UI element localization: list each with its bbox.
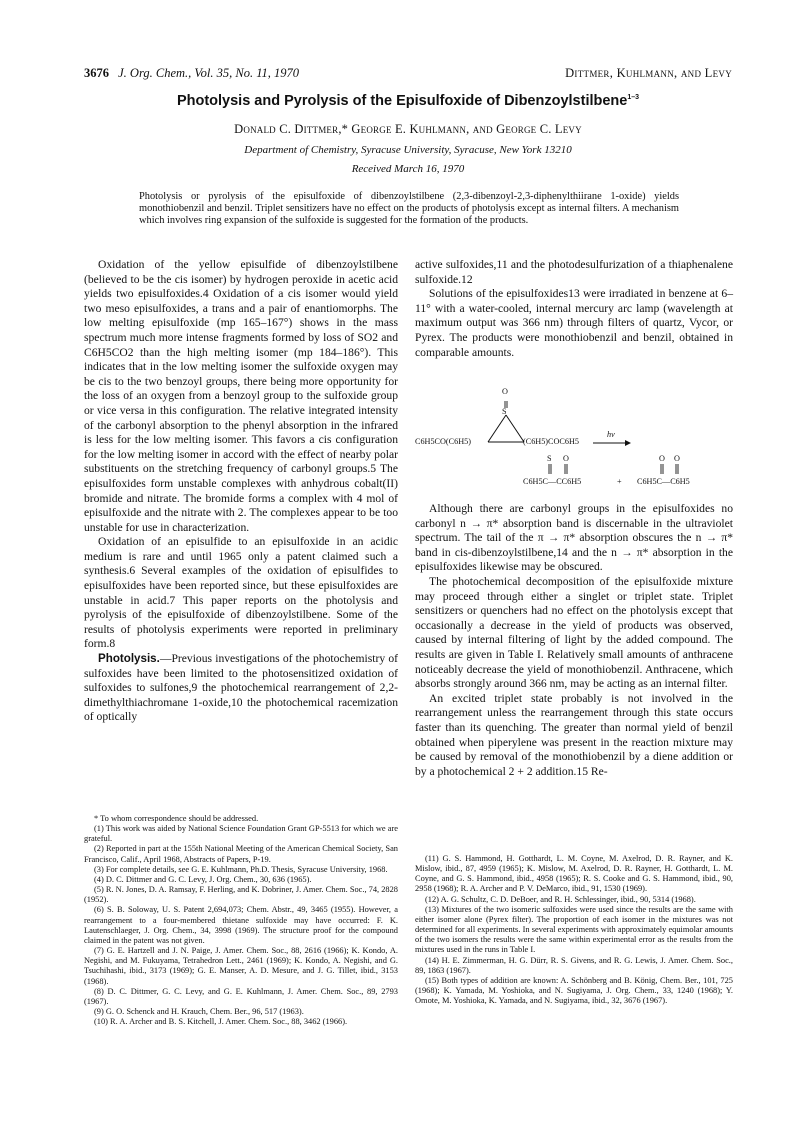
- footnote: (7) G. E. Hartzell and J. N. Paige, J. Amer. Chem. Soc., 88, 2616 (1966); K. Kondo, A. Negishi, and M. Fukuyama, Tetrahedron Lett., 2461 (1969); K. Kondo, A. Negishi, and G. Tsuchihashi, ibid., 3173 (1969); G. E. Manser, A. D. Mesure, and J. G. Tillet, ibid., 3153 (1968).: [84, 946, 398, 986]
- footnote: (12) A. G. Schultz, C. D. DeBoer, and R. H. Schlessinger, ibid., 90, 5314 (1968).: [425, 894, 696, 904]
- hv-label: hν: [607, 430, 615, 439]
- paragraph: An excited triplet state probably is not involved in the rearrangement unless the rearrangement through this state occurs faster than its quenching. The greater than normal yield of benzil obtained when piperylene was present in the reaction mixture may be caused by removal of the monothiobenzil by a diene addition or by a photochemical 2 + 2 addition.15 Re-: [415, 691, 733, 778]
- paragraph: active sulfoxides,11 and the photodesulfurization of a thiaphenalene sulfoxide.12: [415, 258, 733, 286]
- ring-bond: [488, 415, 506, 442]
- page-number: 3676: [84, 66, 109, 80]
- product-benzil: C6H5C—C6H5: [637, 477, 690, 486]
- footnotes-right: [415, 854, 733, 1006]
- footnote: (4) D. C. Dittmer and G. C. Levy, J. Org. Chem., 30, 636 (1965).: [94, 874, 312, 884]
- ketone-oxygen: O: [659, 454, 665, 463]
- author-list: Donald C. Dittmer,* George E. Kuhlmann, and George C. Levy: [234, 122, 582, 136]
- received-date: Received March 16, 1970: [351, 163, 465, 175]
- journal-citation: J. Org. Chem., Vol. 35, No. 11, 1970: [118, 66, 300, 80]
- left-substituent: C6H5CO(C6H5): [415, 437, 471, 446]
- footnote: (5) R. N. Jones, D. A. Ramsay, F. Herling, and K. Dobriner, J. Amer. Chem. Soc., 74, 2828 (1952).: [84, 885, 398, 905]
- ring-bond: [506, 415, 524, 442]
- ketone-oxygen: O: [674, 454, 680, 463]
- paragraph: The photochemical decomposition of the episulfoxide mixture may proceed through either a singlet or triplet state. Triplet sensitizers or quenchers had no effect on the photolysis except that occasionally a decrease in the yield of products was observed, caused by internal filtering of light by the added compound. The results are given in Table I. Relatively small amounts of anthracene noticeably decrease the yield of monothiobenzil. Anthracene, which absorbs strongly around 366 nm, may be acting as an internal filter.: [415, 574, 733, 691]
- paragraph: Solutions of the episulfoxides13 were irradiated in benzene at 6–11° with a water-cooled, internal mercury arc lamp (wavelength at maximum output was 366 nm) through filters of quartz, Vycor, or Pyrex. The products were monothiobenzil and benzil, obtained in comparable amounts.: [415, 287, 733, 359]
- footnote: * To whom correspondence should be addressed.: [94, 814, 259, 823]
- article-title: [84, 93, 732, 109]
- footnote: (13) Mixtures of the two isomeric sulfoxides were used since the results are the same with either isomer alone (Pyrex filter). The proportion of each isomer in the mixtures was not determined for all experiments. In several experiments with approximately equimolar amounts of the two isomers the results were the same within experimental error as the results from the mixtures used in the runs in Table I.: [415, 904, 733, 955]
- body-column-right-top: [415, 258, 733, 360]
- paragraph: Photolysis.—Previous investigations of the photochemistry of sulfoxides have been limited to the photosensitized oxidation of sulfoxides to sulfones,9 the photochemical rearrangement of 2,2-dimethylthiachromane 1-oxide,10 the photochemical racemization of optically: [84, 652, 398, 724]
- paragraph: Oxidation of the yellow episulfide of dibenzoylstilbene (believed to be the cis isomer) by hydrogen peroxide in acetic acid yields two episulfoxides.4 Oxidation of a cis isomer would yield two meso episulfoxides, a trans and a pair of enantiomorphs. The low melting episulfoxide (mp 165–167°) shows in the mass spectrum much more intense fragments formed by loss of SO2 and C6H5CO2 than the high melting isomer (mp 184–186°). This indicates that in the low melting isomer the sulfoxide oxygen may be cis to the two benzoyl groups, there being more opportunity for the loss of an oxygen from a benzoyl group to the sulfoxide group or vice versa in this configuration. The relative integrated intensity of the carbonyl absorption to the phenyl absorption in the infrared is less for the low melting isomer. This favors a cis configuration for the low melting isomer in accord with the effect of nearby polar substituents on the stretching frequency of carbonyl groups.5 The episulfoxides form unstable complexes with anhydrous cobalt(II) bromide and nitrate. The bromide forms a complex with 4 mol of episulfoxide and the nitrate with 2. The complexes appear to be too unstable for use in characterization.: [84, 258, 398, 534]
- title-refs: 1–3: [627, 94, 640, 102]
- footnotes-left: [84, 814, 398, 1027]
- footnote: (3) For complete details, see G. E. Kuhlmann, Ph.D. Thesis, Syracuse University, 1968.: [94, 864, 388, 874]
- affiliation: Department of Chemistry, Syracuse University, Syracuse, New York 13210: [244, 144, 572, 156]
- footnote: (8) D. C. Dittmer, G. C. Levy, and G. E. Kuhlmann, J. Amer. Chem. Soc., 89, 2793 (1967).: [84, 986, 398, 1006]
- plus-sign: +: [617, 477, 622, 486]
- paragraph: Although there are carbonyl groups in the episulfoxides no carbonyl n → π* absorption band is discernable in the ultraviolet spectrum. The tail of the π → π* absorption obscures the n → π* band in cis-dibenzoylstilbene,14 and the n → π* absorption in the episulfoxides likewise may be obscured.: [415, 502, 733, 574]
- footnote: (2) Reported in part at the 155th National Meeting of the American Chemical Society, San Francisco, Calif., April 1968, Abstracts of Papers, P-19.: [84, 844, 398, 864]
- footnote: (10) R. A. Archer and B. S. Kitchell, J. Amer. Chem. Soc., 88, 3462 (1966).: [94, 1017, 348, 1027]
- footnote: (15) Both types of addition are known: A. Schönberg and B. König, Chem. Ber., 101, 725 (1968); K. Yamada, M. Yoshioka, and N. Sugiyama, J. Org. Chem., 33, 1240 (1968); Y. Omote, M. Yoshioka, K. Yamada, and N. Sugiyama, ibid., 32, 3676 (1967).: [415, 975, 733, 1006]
- running-authors: Dittmer, Kuhlmann, and Levy: [565, 66, 732, 80]
- footnote: (14) H. E. Zimmerman, H. G. Dürr, R. S. Givens, and R. G. Lewis, J. Amer. Chem. Soc., 89, 1863 (1967).: [415, 955, 733, 975]
- thione-sulfur: S: [547, 454, 552, 463]
- paragraph: Oxidation of an episulfide to an episulfoxide in an acidic medium is rare and until 1965 only a patent claimed such a synthesis.6 Several examples of the oxidation of episulfides to episulfoxides have been reported since, but these episulfoxides are unstable in acid.7 This paper reports on the photolysis and pyrolysis of the episulfoxide of dibenzoylstilbene. Some of the results of photolysis experiments were reported in preliminary form.8: [84, 535, 398, 651]
- right-substituent: (C6H5)COC6H5: [523, 437, 579, 446]
- footnote: (1) This work was aided by National Science Foundation Grant GP-5513 for which we are grateful.: [84, 824, 398, 844]
- footnote: (9) G. O. Schenck and H. Krauch, Chem. Ber., 96, 517 (1963).: [94, 1006, 304, 1016]
- oxygen-label: O: [502, 387, 508, 396]
- reaction-scheme: [415, 378, 733, 496]
- footnote: (11) G. S. Hammond, H. Gotthardt, L. M. Coyne, M. Axelrod, D. R. Rayner, and K. Mislow, ibid., 87, 4959 (1965); K. Mislow, M. Axelrod, D. R. Rayner, H. Gotthardt, L. M. Coyne, and G. S. Hammond, ibid., 4958 (1965); R. S. Cooke and G. S. Hammond, ibid., 90, 2958 (1968); R. A. Archer and P. V. DeMarco, ibid., 91, 1530 (1969).: [415, 854, 733, 894]
- arrow-head: [625, 440, 631, 446]
- title-text: Photolysis and Pyrolysis of the Episulfoxide of Dibenzoylstilbene: [176, 93, 628, 109]
- section-heading: Photolysis.: [98, 652, 160, 666]
- footnote: (6) S. B. Soloway, U. S. Patent 2,694,073; Chem. Abstr., 49, 3465 (1955). However, a rearrangement to a four-membered thietane sulfoxide may have occurred: F. K. Lautenschlaeger, J. Org. Chem., 34, 3998 (1969). The structure proof for the compound claimed in the patent was not given.: [84, 905, 398, 945]
- body-column-left: [84, 258, 398, 725]
- product-monothiobenzil: C6H5C—CC6H5: [523, 477, 582, 486]
- sulfur-label: S: [502, 407, 507, 416]
- abstract: Photolysis or pyrolysis of the episulfoxide of dibenzoylstilbene (2,3-dibenzoyl-2,3-diphenylthiirane 1-oxide) yields monothiobenzil and benzil. Triplet sensitizers have no effect on the products of photolysis except as internal filters. A mechanism which involves ring expansion of the sulfoxide is suggested for the formation of the products.: [139, 191, 679, 227]
- page-header: [84, 66, 732, 82]
- body-column-right-bottom: [415, 502, 733, 779]
- ketone-oxygen: O: [563, 454, 569, 463]
